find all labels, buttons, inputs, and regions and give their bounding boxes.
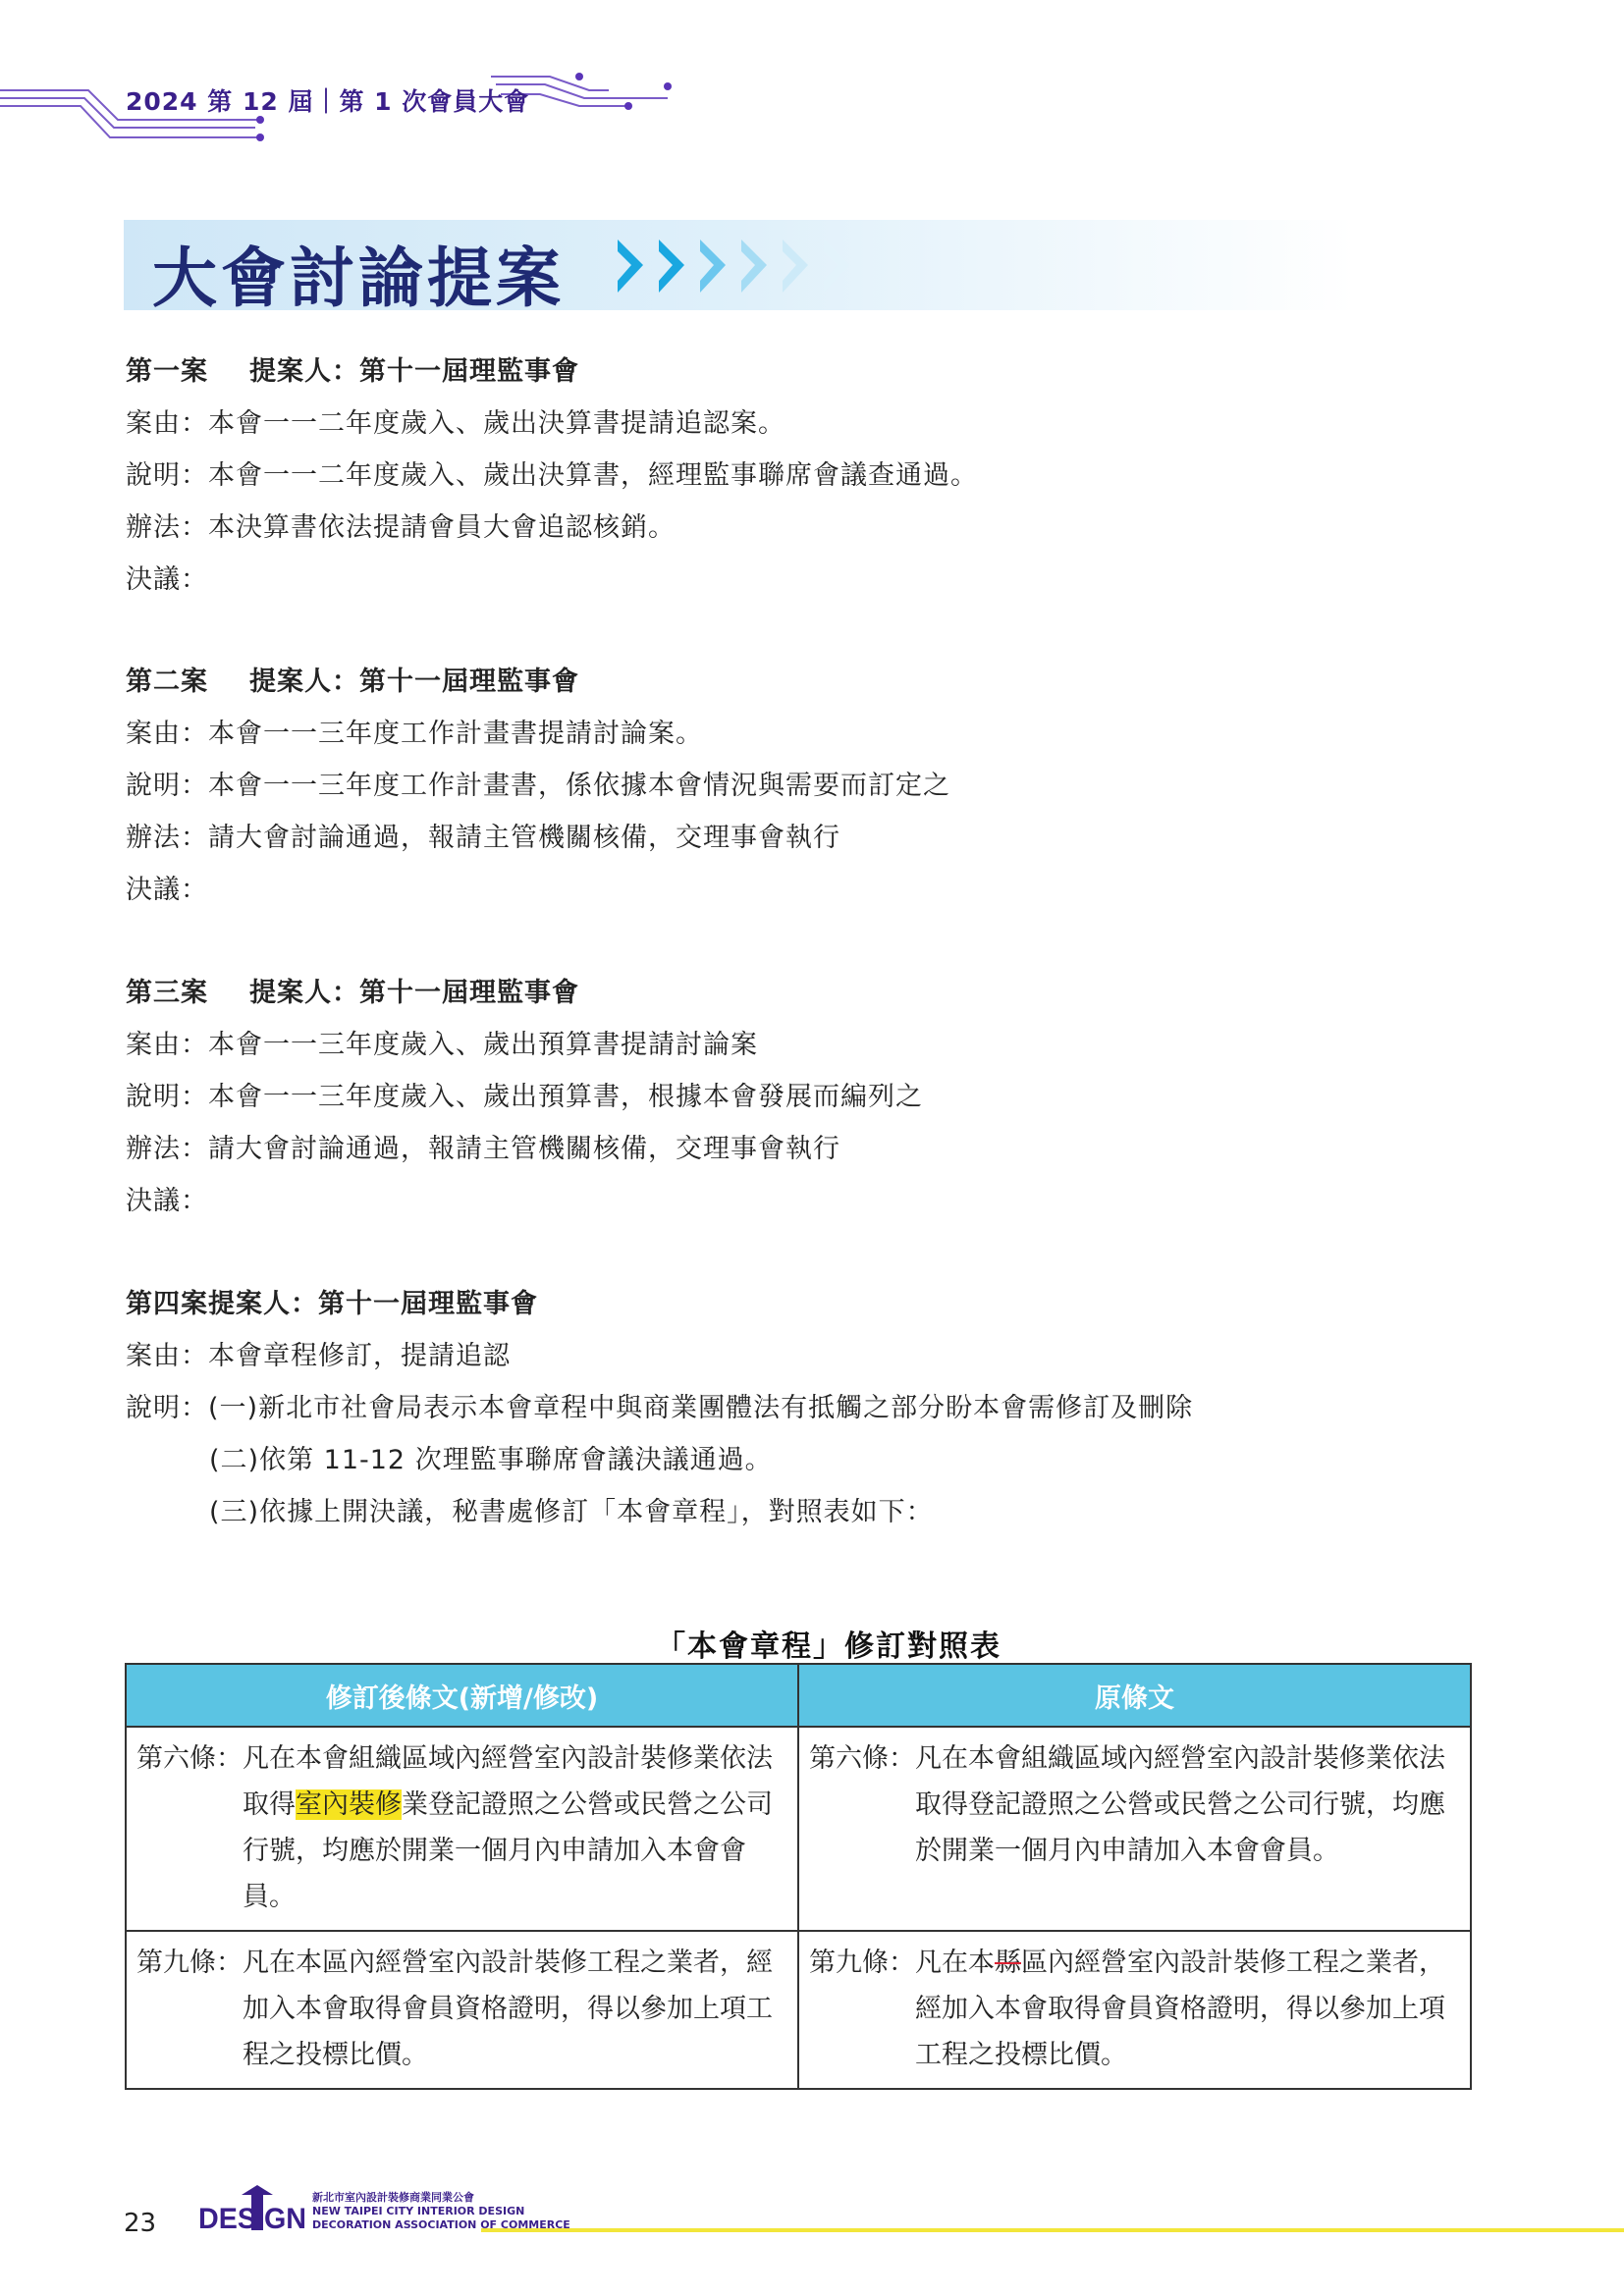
proposal-1-heading	[126, 349, 579, 388]
comparison-table	[125, 1663, 1472, 2090]
article-text-part: 區內經營室內設計裝修工程之業者，經加入本會取得會員資格證明，得以參加上項工程之投標比價。	[915, 1948, 1445, 2070]
col-header-revised: 修訂後條文(新增/修改)	[126, 1664, 798, 1727]
design-logo	[198, 2183, 306, 2234]
chevron-arrows-icon	[614, 238, 928, 296]
proposal-4-explanation-1: 說明：(一)新北市社會局表示本會章程中與商業團體法有抵觸之部分盼本會需修訂及刪除	[126, 1393, 1194, 1423]
comparison-table-title: 「本會章程」修訂對照表	[656, 1629, 1001, 1664]
highlighted-revision: 室內裝修	[296, 1789, 402, 1820]
proposal-1-reason: 案由：本會一一二年度歲入、歲出決算書提請追認案。	[126, 408, 785, 439]
article-number: 第六條：	[136, 1743, 243, 1774]
proposal-1-proposer: 提案人：第十一屆理監事會	[249, 356, 579, 387]
table-header-row	[126, 1664, 1471, 1727]
article-text: 凡在本會組織區域內經營室內設計裝修業依法取得登記證照之公營或民營之公司行號，均應於開業一個月內申請加入本會會員。	[915, 1743, 1445, 1866]
proposal-3-proposer: 提案人：第十一屆理監事會	[249, 978, 579, 1008]
struck-word: 縣	[995, 1948, 1021, 1978]
page-number: 23	[124, 2209, 157, 2238]
table-row	[126, 1727, 1471, 1931]
article-text	[243, 1735, 787, 1920]
article-number: 第九條：	[136, 1948, 243, 1978]
logo-wordmark: DESIGN	[198, 2203, 306, 2234]
banner-title: 大會討論提案	[152, 240, 565, 316]
proposal-3-reason: 案由：本會一一三年度歲入、歲出預算書提請討論案	[126, 1030, 758, 1060]
col-header-original: 原條文	[798, 1664, 1471, 1727]
proposal-2-case: 第二案	[126, 667, 208, 697]
article-text-part: 業登記證照之公營或民營之公司行號，均應於開業一個月內申請加入本會會員。	[243, 1789, 773, 1912]
proposal-2-method: 辦法：請大會討論通過，報請主管機關核備，交理事會執行	[126, 823, 840, 853]
proposal-2-reason: 案由：本會一一三年度工作計畫書提請討論案。	[126, 719, 703, 749]
proposal-3-method: 辦法：請大會討論通過，報請主管機關核備，交理事會執行	[126, 1134, 840, 1164]
proposal-1-explanation: 說明：本會一一二年度歲入、歲出決算書，經理監事聯席會議查通過。	[126, 460, 978, 491]
proposal-3-explanation: 說明：本會一一三年度歲入、歲出預算書，根據本會發展而編列之	[126, 1082, 923, 1112]
original-article-6	[798, 1727, 1471, 1931]
proposal-3-resolution: 決議：	[126, 1186, 208, 1216]
proposal-2-proposer: 提案人：第十一屆理監事會	[249, 667, 579, 697]
org-name-zh: 新北市室內設計裝修商業同業公會	[312, 2191, 474, 2204]
header-title: 2024 第 12 屆｜第 1 次會員大會	[126, 87, 530, 116]
proposal-3-heading	[126, 971, 579, 1009]
proposal-4-explanation-2: (二)依第 11-12 次理監事聯席會議決議通過。	[209, 1445, 773, 1475]
article-number: 第六條：	[809, 1743, 915, 1774]
org-name-en-2: DECORATION ASSOCIATION OF COMMERCE	[312, 2218, 570, 2231]
article-text-part: 凡在本會組織區域內經營室內設計裝修業依法取得	[243, 1743, 773, 1820]
table-row	[126, 1931, 1471, 2089]
proposal-1-resolution: 決議：	[126, 564, 208, 595]
proposal-4-heading: 第四案提案人：第十一屆理監事會	[126, 1289, 538, 1319]
proposal-4-explanation-3: (三)依據上開決議，秘書處修訂「本會章程」，對照表如下：	[209, 1497, 934, 1527]
proposal-1-method: 辦法：本決算書依法提請會員大會追認核銷。	[126, 512, 676, 543]
revised-article-6	[126, 1727, 798, 1931]
org-name-en-1: NEW TAIPEI CITY INTERIOR DESIGN	[312, 2205, 525, 2217]
proposal-3-case: 第三案	[126, 978, 208, 1008]
article-text-part: 凡在本	[915, 1948, 995, 1978]
org-name	[312, 2191, 570, 2232]
proposal-4-reason: 案由：本會章程修訂，提請追認	[126, 1341, 511, 1371]
proposal-2-resolution: 決議：	[126, 875, 208, 905]
revised-article-9	[126, 1931, 798, 2089]
article-text	[915, 1940, 1460, 2078]
footer-rule	[481, 2228, 1624, 2232]
article-number: 第九條：	[809, 1948, 915, 1978]
proposal-2-heading	[126, 660, 579, 698]
original-article-9	[798, 1931, 1471, 2089]
article-text: 凡在本區內經營室內設計裝修工程之業者，經加入本會取得會員資格證明，得以參加上項工程之投標比價。	[243, 1948, 773, 2070]
proposal-1-case: 第一案	[126, 356, 208, 387]
proposal-2-explanation: 說明：本會一一三年度工作計畫書，係依據本會情況與需要而訂定之	[126, 771, 950, 801]
